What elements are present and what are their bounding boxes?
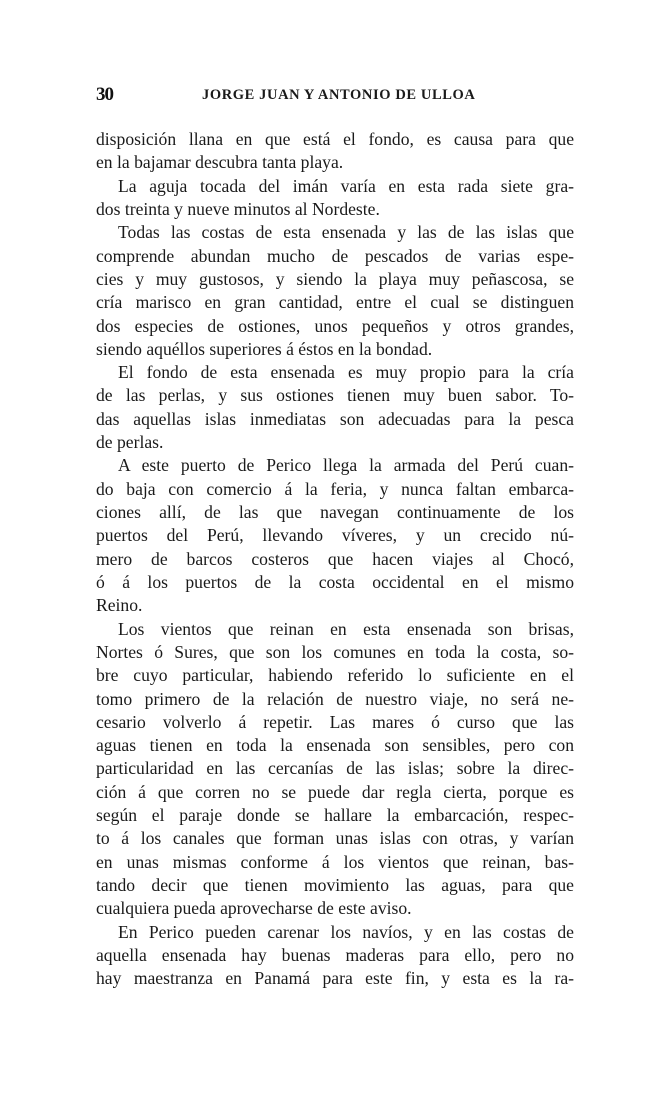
text-line: ciones allí, de las que navegan continuamente de los	[96, 502, 574, 522]
text-line: de perlas.	[96, 432, 164, 453]
text-line: dos especies de ostiones, unos pequeños y otros grandes,	[96, 315, 574, 336]
text-line: Todas las costas de esta ensenada y las de las islas que	[118, 222, 574, 243]
text-line: A este puerto de Perico llega la armada del Perú cuan-	[118, 455, 574, 476]
text-line: En Perico pueden carenar los navíos, y en las costas de	[118, 921, 574, 942]
text-line: Los vientos que reinan en esta ensenada son brisas,	[118, 618, 574, 639]
text-line: cría marisco en gran cantidad, entre el cual se distinguen	[96, 292, 574, 313]
text-line: tando decir que tienen movimiento las aguas, para que	[96, 875, 574, 895]
text-line: cualquiera pueda aprovecharse de este aviso.	[96, 898, 412, 919]
text-line: cesario volverlo á repetir. Las mares ó curso que las	[96, 711, 574, 732]
text-line: cies y muy gustosos, y siendo la playa muy peñascosa, se	[96, 268, 574, 289]
text-line: dos treinta y nueve minutos al Nordeste.	[96, 198, 380, 219]
body-text	[96, 128, 574, 991]
text-line: aguas tienen en toda la ensenada son sensibles, pero con	[96, 735, 574, 756]
text-line: siendo aquéllos superiores á éstos en la bondad.	[96, 338, 433, 359]
text-line: en unas mismas conforme á los vientos que reinan, bas-	[96, 851, 574, 872]
text-line: de las perlas, y sus ostiones tienen muy buen sabor. To-	[96, 385, 574, 406]
text-line: particularidad en las cercanías de las islas; sobre la direc-	[96, 758, 574, 779]
text-line: do baja con comercio á la feria, y nunca faltan embarca-	[96, 478, 574, 499]
text-line: hay maestranza en Panamá para este fin, y esta es la ra-	[96, 968, 574, 989]
text-line: en la bajamar descubra tanta playa.	[96, 152, 344, 173]
text-line: to á los canales que forman unas islas con otras, y varían	[96, 828, 574, 849]
text-line: disposición llana en que está el fondo, es causa para que	[96, 129, 574, 149]
text-line: bre cuyo particular, habiendo referido lo suficiente en el	[96, 665, 574, 686]
text-line: mero de barcos costeros que hacen viajes al Chocó,	[96, 548, 574, 569]
text-line: La aguja tocada del imán varía en esta rada siete gra-	[118, 175, 574, 196]
text-line: das aquellas islas inmediatas son adecuadas para la pesca	[96, 408, 574, 429]
text-line: Reino.	[96, 595, 143, 616]
text-line: ó á los puertos de la costa occidental en el mismo	[96, 571, 574, 592]
text-line: El fondo de esta ensenada es muy propio para la cría	[118, 362, 574, 383]
text-line: ción á que corren no se puede dar regla cierta, porque es	[96, 781, 574, 802]
text-line: Nortes ó Sures, que son los comunes en toda la costa, so-	[96, 641, 574, 662]
text-line: aquella ensenada hay buenas maderas para ello, pero no	[96, 944, 574, 965]
text-line: tomo primero de la relación de nuestro viaje, no será ne-	[96, 688, 574, 709]
text-line: puertos del Perú, llevando víveres, y un crecido nú-	[96, 525, 574, 546]
running-head: JORGE JUAN Y ANTONIO DE ULLOA	[202, 87, 476, 103]
page-header	[96, 84, 574, 110]
text-line: según el paraje donde se hallare la embarcación, respec-	[96, 805, 574, 826]
page-number: 30	[96, 84, 113, 105]
text-line: comprende abundan mucho de pescados de varias espe-	[96, 245, 574, 266]
